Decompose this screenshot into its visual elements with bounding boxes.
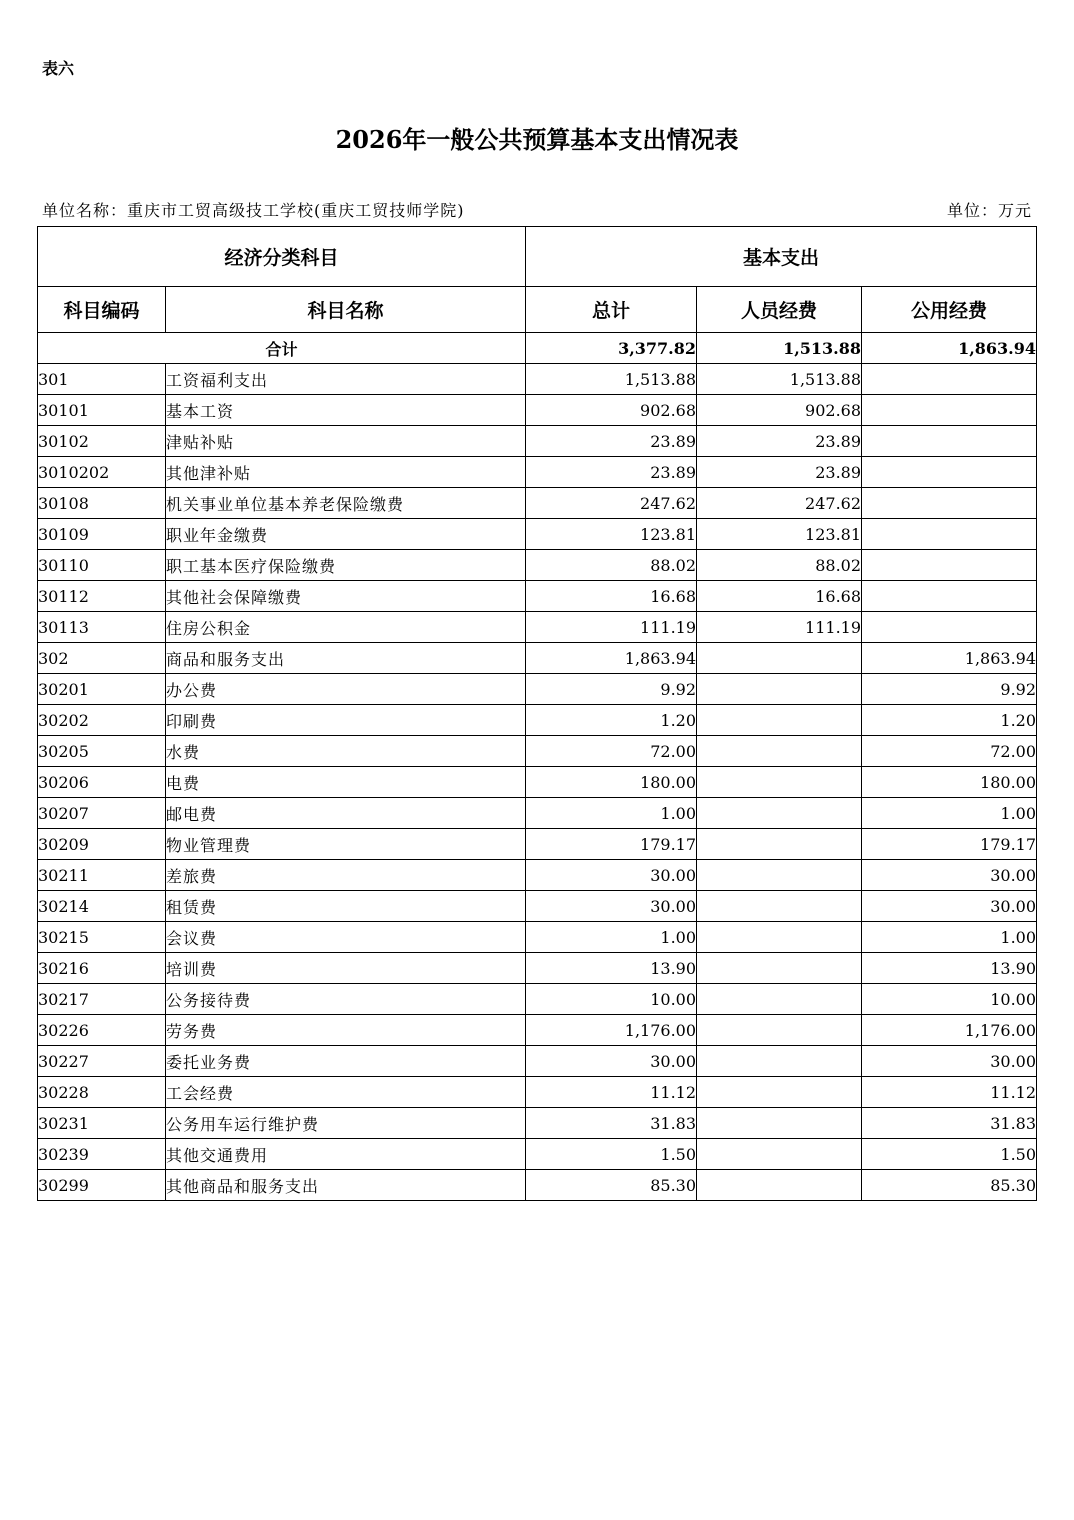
row-personnel [697,860,862,891]
row-personnel: 1,513.88 [697,364,862,395]
table-row [38,798,1037,829]
row-public: 1.00 [862,922,1037,953]
table-row [38,612,1037,643]
header-name: 科目名称 [166,287,526,333]
header-code: 科目编码 [38,287,166,333]
row-code: 30206 [38,767,166,798]
row-name: 住房公积金 [166,612,526,643]
row-personnel: 88.02 [697,550,862,581]
table-row [38,736,1037,767]
row-public: 85.30 [862,1170,1037,1201]
header-public: 公用经费 [862,287,1037,333]
table-row [38,1108,1037,1139]
table-row [38,643,1037,674]
header-economic-class: 经济分类科目 [38,227,526,287]
row-total: 85.30 [526,1170,697,1201]
row-name: 其他社会保障缴费 [166,581,526,612]
table-row [38,922,1037,953]
row-code: 302 [38,643,166,674]
row-name: 培训费 [166,953,526,984]
row-name: 其他交通费用 [166,1139,526,1170]
row-total: 247.62 [526,488,697,519]
row-personnel [697,1015,862,1046]
row-personnel: 16.68 [697,581,862,612]
row-personnel [697,953,862,984]
row-public: 1.00 [862,798,1037,829]
row-name: 其他商品和服务支出 [166,1170,526,1201]
table-row [38,457,1037,488]
row-code: 30239 [38,1139,166,1170]
row-code: 30214 [38,891,166,922]
table-row [38,984,1037,1015]
row-total: 111.19 [526,612,697,643]
row-public: 1.50 [862,1139,1037,1170]
row-total: 1,176.00 [526,1015,697,1046]
row-code: 30231 [38,1108,166,1139]
table-row [38,581,1037,612]
row-personnel [697,984,862,1015]
row-total: 13.90 [526,953,697,984]
row-personnel: 902.68 [697,395,862,426]
row-personnel [697,891,862,922]
row-personnel [697,767,862,798]
row-name: 基本工资 [166,395,526,426]
row-name: 印刷费 [166,705,526,736]
row-public: 179.17 [862,829,1037,860]
row-name: 公务用车运行维护费 [166,1108,526,1139]
table-row [38,1139,1037,1170]
row-personnel [697,1170,862,1201]
row-public [862,581,1037,612]
row-public: 1,863.94 [862,643,1037,674]
row-personnel [697,1077,862,1108]
row-total: 1.50 [526,1139,697,1170]
row-public [862,426,1037,457]
table-row [38,1170,1037,1201]
table-row [38,519,1037,550]
row-personnel [697,1139,862,1170]
table-row [38,426,1037,457]
row-code: 30215 [38,922,166,953]
row-code: 30207 [38,798,166,829]
total-label: 合计 [38,333,526,364]
table-row [38,674,1037,705]
row-code: 30205 [38,736,166,767]
row-total: 23.89 [526,426,697,457]
row-public [862,612,1037,643]
total-public: 1,863.94 [862,333,1037,364]
row-name: 邮电费 [166,798,526,829]
table-row [38,767,1037,798]
row-name: 工会经费 [166,1077,526,1108]
row-public [862,519,1037,550]
row-public [862,395,1037,426]
table-row [38,829,1037,860]
row-name: 工资福利支出 [166,364,526,395]
row-total: 1.20 [526,705,697,736]
row-public [862,488,1037,519]
row-personnel [697,1108,862,1139]
row-name: 水费 [166,736,526,767]
row-total: 1.00 [526,798,697,829]
row-total: 88.02 [526,550,697,581]
row-personnel [697,1046,862,1077]
row-personnel [697,674,862,705]
row-public: 72.00 [862,736,1037,767]
row-public: 13.90 [862,953,1037,984]
row-personnel [697,798,862,829]
total-personnel: 1,513.88 [697,333,862,364]
row-code: 30201 [38,674,166,705]
row-name: 差旅费 [166,860,526,891]
row-name: 职业年金缴费 [166,519,526,550]
row-code: 30209 [38,829,166,860]
table-row [38,891,1037,922]
total-total: 3,377.82 [526,333,697,364]
row-name: 租赁费 [166,891,526,922]
row-name: 办公费 [166,674,526,705]
row-code: 30299 [38,1170,166,1201]
row-personnel [697,705,862,736]
row-name: 机关事业单位基本养老保险缴费 [166,488,526,519]
total-row [38,333,1037,364]
row-code: 301 [38,364,166,395]
unit-name: 单位名称：重庆市工贸高级技工学校(重庆工贸技师学院) [42,201,465,220]
row-public: 30.00 [862,1046,1037,1077]
row-code: 30217 [38,984,166,1015]
row-total: 123.81 [526,519,697,550]
row-personnel [697,922,862,953]
row-code: 30226 [38,1015,166,1046]
row-total: 31.83 [526,1108,697,1139]
row-total: 30.00 [526,891,697,922]
header-basic-expense: 基本支出 [526,227,1037,287]
table-row [38,860,1037,891]
row-public: 11.12 [862,1077,1037,1108]
row-public [862,550,1037,581]
table-row [38,705,1037,736]
row-code: 30228 [38,1077,166,1108]
row-total: 1.00 [526,922,697,953]
row-name: 会议费 [166,922,526,953]
row-code: 30108 [38,488,166,519]
row-total: 1,863.94 [526,643,697,674]
row-personnel: 247.62 [697,488,862,519]
row-total: 9.92 [526,674,697,705]
table-label: 表六 [42,59,75,78]
row-name: 其他津补贴 [166,457,526,488]
row-public [862,364,1037,395]
row-personnel: 23.89 [697,426,862,457]
row-personnel: 123.81 [697,519,862,550]
row-public [862,457,1037,488]
table-row [38,488,1037,519]
row-name: 津贴补贴 [166,426,526,457]
currency-unit: 单位：万元 [946,201,1032,220]
row-name: 商品和服务支出 [166,643,526,674]
row-personnel [697,736,862,767]
row-total: 179.17 [526,829,697,860]
row-name: 公务接待费 [166,984,526,1015]
row-personnel [697,829,862,860]
row-total: 1,513.88 [526,364,697,395]
row-code: 30216 [38,953,166,984]
row-name: 劳务费 [166,1015,526,1046]
row-total: 23.89 [526,457,697,488]
row-code: 30110 [38,550,166,581]
table-row [38,395,1037,426]
row-total: 30.00 [526,860,697,891]
row-name: 电费 [166,767,526,798]
row-total: 10.00 [526,984,697,1015]
row-public: 1,176.00 [862,1015,1037,1046]
row-code: 30112 [38,581,166,612]
row-personnel: 111.19 [697,612,862,643]
row-code: 30101 [38,395,166,426]
row-name: 物业管理费 [166,829,526,860]
table-row [38,1046,1037,1077]
row-personnel: 23.89 [697,457,862,488]
header-personnel: 人员经费 [697,287,862,333]
row-public: 9.92 [862,674,1037,705]
row-total: 30.00 [526,1046,697,1077]
row-public: 10.00 [862,984,1037,1015]
table-row [38,550,1037,581]
table-row [38,364,1037,395]
row-public: 30.00 [862,891,1037,922]
row-total: 11.12 [526,1077,697,1108]
row-personnel [697,643,862,674]
row-code: 30202 [38,705,166,736]
row-code: 3010202 [38,457,166,488]
row-public: 31.83 [862,1108,1037,1139]
row-total: 180.00 [526,767,697,798]
row-code: 30113 [38,612,166,643]
row-code: 30227 [38,1046,166,1077]
table-row [38,1015,1037,1046]
budget-table [37,226,1037,1201]
row-total: 902.68 [526,395,697,426]
row-code: 30102 [38,426,166,457]
row-public: 30.00 [862,860,1037,891]
header-total: 总计 [526,287,697,333]
row-public: 180.00 [862,767,1037,798]
row-code: 30109 [38,519,166,550]
table-row [38,953,1037,984]
row-code: 30211 [38,860,166,891]
row-public: 1.20 [862,705,1037,736]
row-name: 委托业务费 [166,1046,526,1077]
row-name: 职工基本医疗保险缴费 [166,550,526,581]
row-total: 16.68 [526,581,697,612]
table-row [38,1077,1037,1108]
row-total: 72.00 [526,736,697,767]
page-title: 2026年一般公共预算基本支出情况表 [335,125,739,154]
